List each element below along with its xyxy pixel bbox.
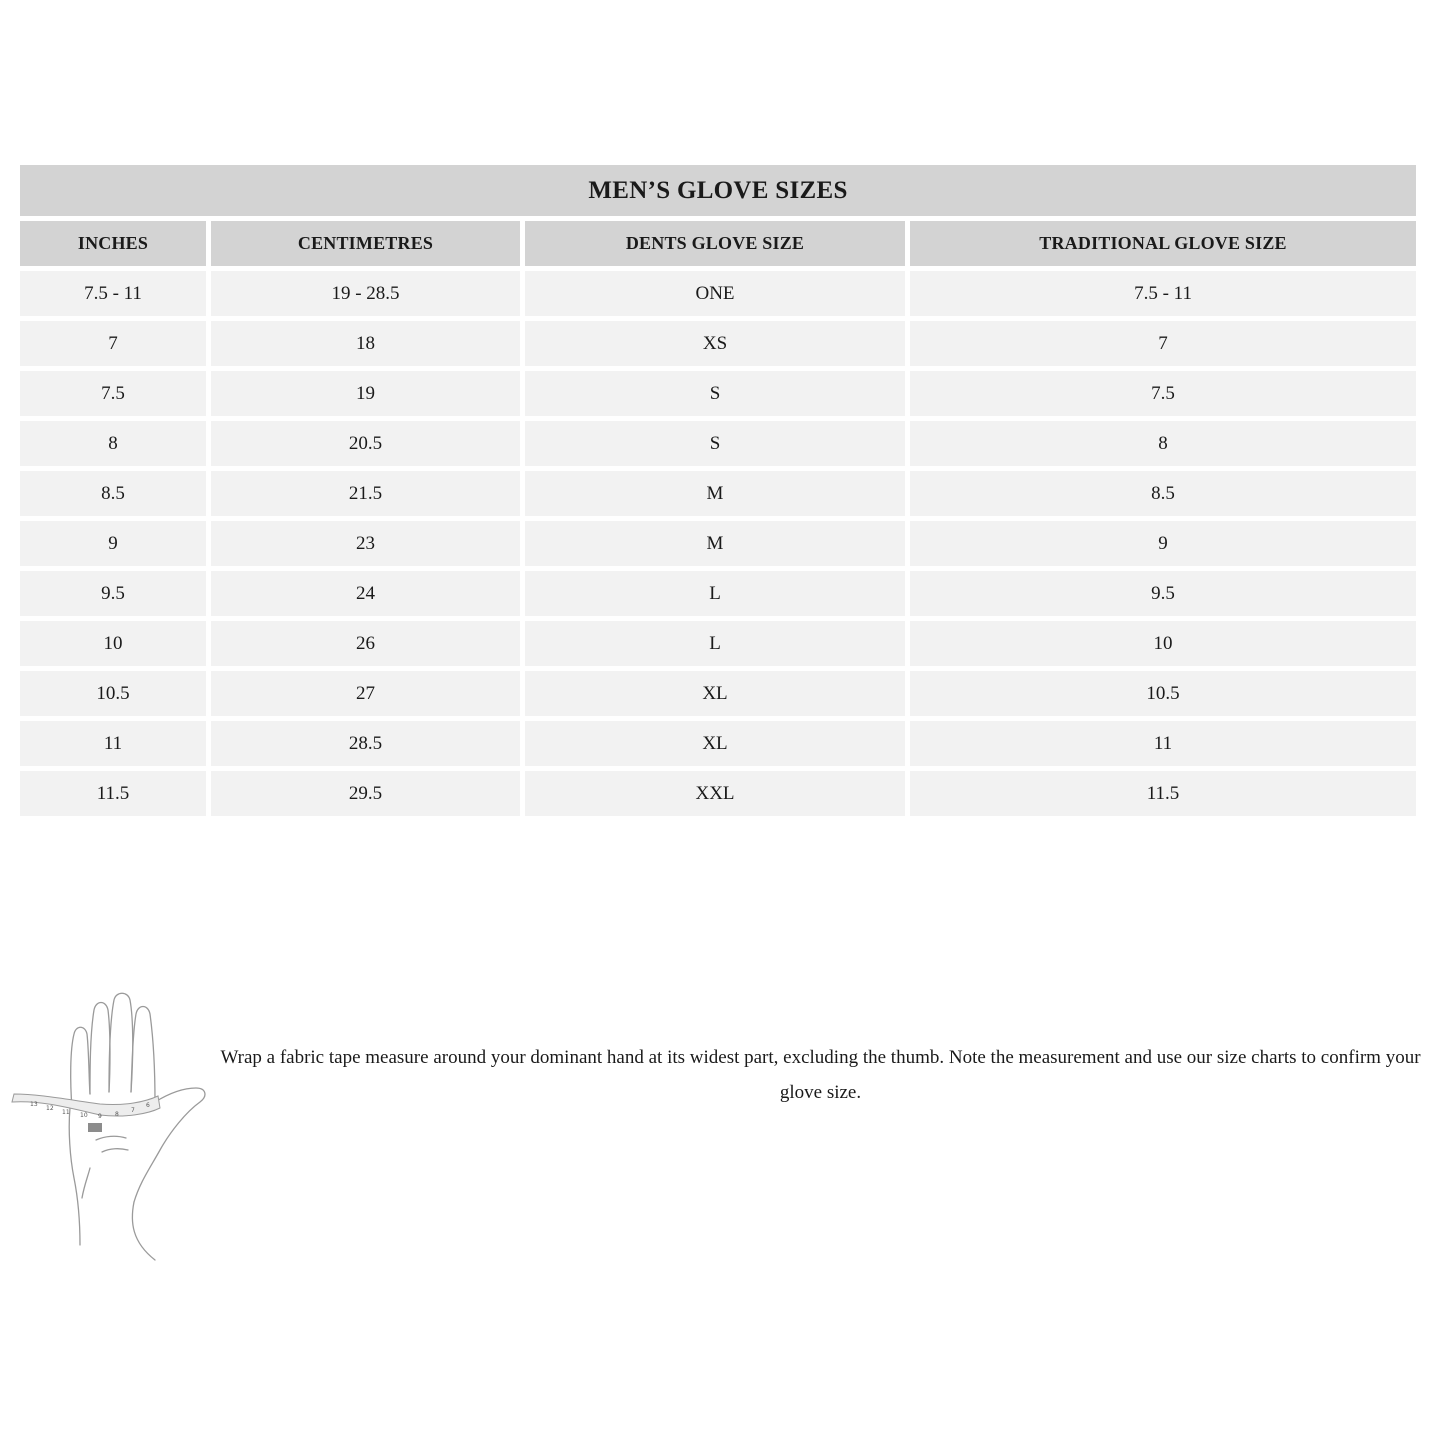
table-row: [20, 371, 1416, 421]
cell-centimetres: 18: [211, 321, 525, 371]
cell-inches: 7.5 - 11: [20, 271, 211, 321]
cell-traditional-size: 9.5: [910, 571, 1416, 621]
cell-centimetres: 20.5: [211, 421, 525, 471]
table-row: [20, 771, 1416, 816]
tape-number: 8: [115, 1111, 119, 1118]
cell-dents-size: XS: [525, 321, 910, 371]
cell-centimetres: 29.5: [211, 771, 525, 816]
table-row: [20, 471, 1416, 521]
cell-inches: 11.5: [20, 771, 211, 816]
table-row: [20, 321, 1416, 371]
tape-number: 10: [80, 1112, 88, 1119]
header-row: [20, 221, 1416, 271]
cell-centimetres: 26: [211, 621, 525, 671]
cell-traditional-size: 10.5: [910, 671, 1416, 721]
tape-number: 7: [131, 1107, 135, 1114]
cell-dents-size: M: [525, 471, 910, 521]
tape-number: 11: [62, 1109, 70, 1116]
table-row: [20, 271, 1416, 321]
glove-size-table: [20, 165, 1416, 816]
cell-centimetres: 24: [211, 571, 525, 621]
cell-inches: 11: [20, 721, 211, 771]
table-row: [20, 421, 1416, 471]
tape-number: 12: [46, 1105, 54, 1112]
cell-inches: 8: [20, 421, 211, 471]
hand-measure-icon: [10, 990, 210, 1265]
table-title: MEN’S GLOVE SIZES: [20, 165, 1416, 221]
table-row: [20, 521, 1416, 571]
cell-dents-size: ONE: [525, 271, 910, 321]
tape-number: 6: [146, 1102, 150, 1109]
cell-centimetres: 23: [211, 521, 525, 571]
cell-centimetres: 27: [211, 671, 525, 721]
cell-centimetres: 28.5: [211, 721, 525, 771]
cell-traditional-size: 7.5 - 11: [910, 271, 1416, 321]
cell-traditional-size: 8: [910, 421, 1416, 471]
tape-number: 13: [30, 1101, 38, 1108]
table-row: [20, 721, 1416, 771]
header-dents-glove-size: DENTS GLOVE SIZE: [525, 221, 910, 271]
cell-traditional-size: 7: [910, 321, 1416, 371]
cell-traditional-size: 11.5: [910, 771, 1416, 816]
header-traditional-glove-size: TRADITIONAL GLOVE SIZE: [910, 221, 1416, 271]
table-row: [20, 571, 1416, 621]
cell-dents-size: L: [525, 621, 910, 671]
cell-traditional-size: 8.5: [910, 471, 1416, 521]
measuring-instructions: Wrap a fabric tape measure around your dominant hand at its widest part, excluding the thumb. Note the measurement and use our size charts to confirm your glove size.: [220, 1047, 1421, 1103]
cell-inches: 9: [20, 521, 211, 571]
cell-centimetres: 21.5: [211, 471, 525, 521]
table-row: [20, 621, 1416, 671]
cell-dents-size: M: [525, 521, 910, 571]
cell-traditional-size: 9: [910, 521, 1416, 571]
cell-inches: 10: [20, 621, 211, 671]
cell-dents-size: XL: [525, 721, 910, 771]
table-row: [20, 671, 1416, 721]
cell-centimetres: 19: [211, 371, 525, 421]
tape-measure: [12, 1094, 160, 1132]
cell-inches: 10.5: [20, 671, 211, 721]
cell-traditional-size: 11: [910, 721, 1416, 771]
cell-dents-size: S: [525, 371, 910, 421]
cell-dents-size: L: [525, 571, 910, 621]
cell-inches: 7.5: [20, 371, 211, 421]
cell-dents-size: S: [525, 421, 910, 471]
cell-inches: 7: [20, 321, 211, 371]
cell-traditional-size: 7.5: [910, 371, 1416, 421]
cell-dents-size: XL: [525, 671, 910, 721]
tape-number: 9: [98, 1113, 102, 1120]
cell-inches: 9.5: [20, 571, 211, 621]
cell-inches: 8.5: [20, 471, 211, 521]
cell-traditional-size: 10: [910, 621, 1416, 671]
header-inches: INCHES: [20, 221, 211, 271]
cell-dents-size: XXL: [525, 771, 910, 816]
cell-centimetres: 19 - 28.5: [211, 271, 525, 321]
header-centimetres: CENTIMETRES: [211, 221, 525, 271]
